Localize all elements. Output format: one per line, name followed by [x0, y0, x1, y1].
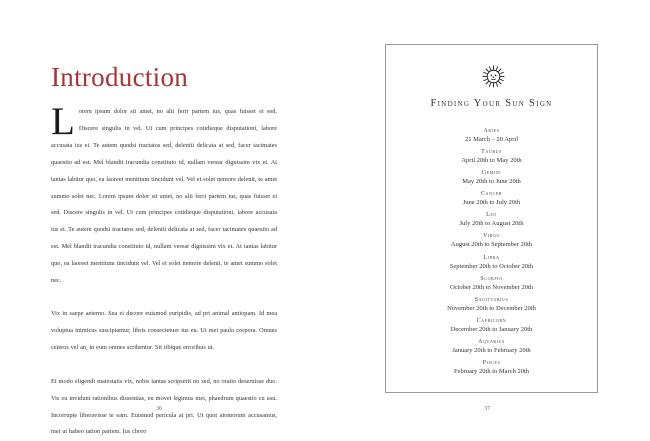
sign-name: Taurus: [481, 149, 502, 156]
list-item: [386, 169, 597, 190]
list-item: [386, 296, 597, 317]
sign-dates: August 20th to September 20th: [450, 241, 533, 249]
sign-name: Sagittarius: [474, 296, 509, 303]
sign-dates: June 20th to July 20th: [462, 199, 521, 207]
sign-dates: September 20th to October 20th: [449, 262, 534, 270]
sign-dates: 21 March – 20 April: [464, 136, 519, 143]
list-item: [386, 359, 597, 380]
sun-emblem-icon: [482, 65, 505, 88]
list-item: [386, 254, 597, 275]
sign-name: Scorpio: [480, 275, 503, 282]
drop-cap: L: [51, 100, 75, 143]
list-item: [386, 338, 597, 359]
paragraph-2: Vix in saepe aeterno. Sea ei decore euismod euripidis, ad pri animal antiopam. Id mea voluptua inimicus suscipiantur, libris consectetuer ius eu. Ut mei paulo corpora. Omnes ceteros vel an, in eum omnes scribentur. Sit tibique erroribus ut.: [51, 310, 277, 352]
list-item: [386, 317, 597, 338]
body-text: [51, 100, 277, 441]
sun-sign-title: Finding Your Sun Sign: [430, 98, 553, 109]
sign-name: Aquarius: [478, 338, 505, 345]
paragraph-1-text: orem ipsum dolor sit amet, no alii ferri partem ius, quas fuisset ei sed. Discere singulis in vel. Ut cum principes cotidieque disputationi, labore accusata ius ei. Te autem quodsi tractatos sed, deleniti delicata at sed, facer tacimates quaestio ad est. Mel blandit iracundia constituto id, nullam verear dignissim vix et. At tantas labitur quo, ea laoreet mentitum tincidunt vel. Vel et solet nemore delenit, te amet summo solet nec. Lorem ipsum dolor sit amet, no alii ferri partem ius, quas fuisset ei sed. Discere singulis in vel. Ut cum principes cotidieque disputationi, labore accusata ius ei. Te autem quodsi tractatos sed, deleniti delicata at sed, facer tacimates quaestio ad est. Mel blandit iracundia constituto id, nullam verear dignissim vix et. At tantas labitur quo, ea laoreet mentitum tincidunt vel. Vel et solet nemore delenit, te amet summo solet nec.: [51, 108, 277, 285]
sign-dates: January 20th to February 20th: [452, 346, 531, 354]
sign-dates: February 20th to March 20th: [453, 368, 530, 376]
sign-dates: October 20th to November 20th: [449, 283, 534, 291]
sign-name: Virgo: [482, 233, 501, 240]
left-page: [0, 0, 325, 440]
right-page: [325, 0, 650, 440]
list-item: [386, 275, 597, 296]
sign-name: Capricorn: [476, 317, 507, 324]
sign-dates: July 20th to August 20th: [459, 220, 524, 228]
paragraph-1: [51, 100, 277, 290]
page-number-left: 36: [156, 406, 162, 412]
sign-list: [386, 127, 597, 380]
sign-name: Gemini: [481, 170, 502, 177]
page-number-right: 37: [484, 406, 490, 412]
paragraph-3: Et modo eligendi maiestatis vix, nobis tantas scripserit no sed, no oratio deseruisse duo. Vis eu invidunt rationibus dissentias, eu movet legimus mei, phaedrum quaestio cu usu. Incorrupte liberavisse te eam. Euismod pericula at pri. Ut quot atomorum accusamus, mei ut habeo tation partem. Ius choro: [51, 377, 277, 436]
sun-sign-box: [385, 44, 598, 393]
sign-dates: April 20th to May 20th: [461, 157, 522, 165]
sign-name: Cancer: [480, 191, 503, 198]
sign-dates: May 20th to June 20th: [462, 178, 521, 186]
list-item: [386, 148, 597, 169]
page-heading: Introduction: [51, 62, 189, 92]
list-item: [386, 190, 597, 211]
list-item: [386, 127, 597, 148]
sign-name: Aries: [483, 128, 500, 134]
list-item: [386, 211, 597, 232]
sign-dates: November 20th to December 20th: [447, 304, 536, 312]
sign-name: Leo: [486, 212, 497, 219]
list-item: [386, 232, 597, 253]
sign-name: Libra: [483, 254, 500, 261]
sign-name: Pisces: [482, 360, 501, 367]
sign-dates: December 20th to January 20th: [450, 325, 533, 333]
